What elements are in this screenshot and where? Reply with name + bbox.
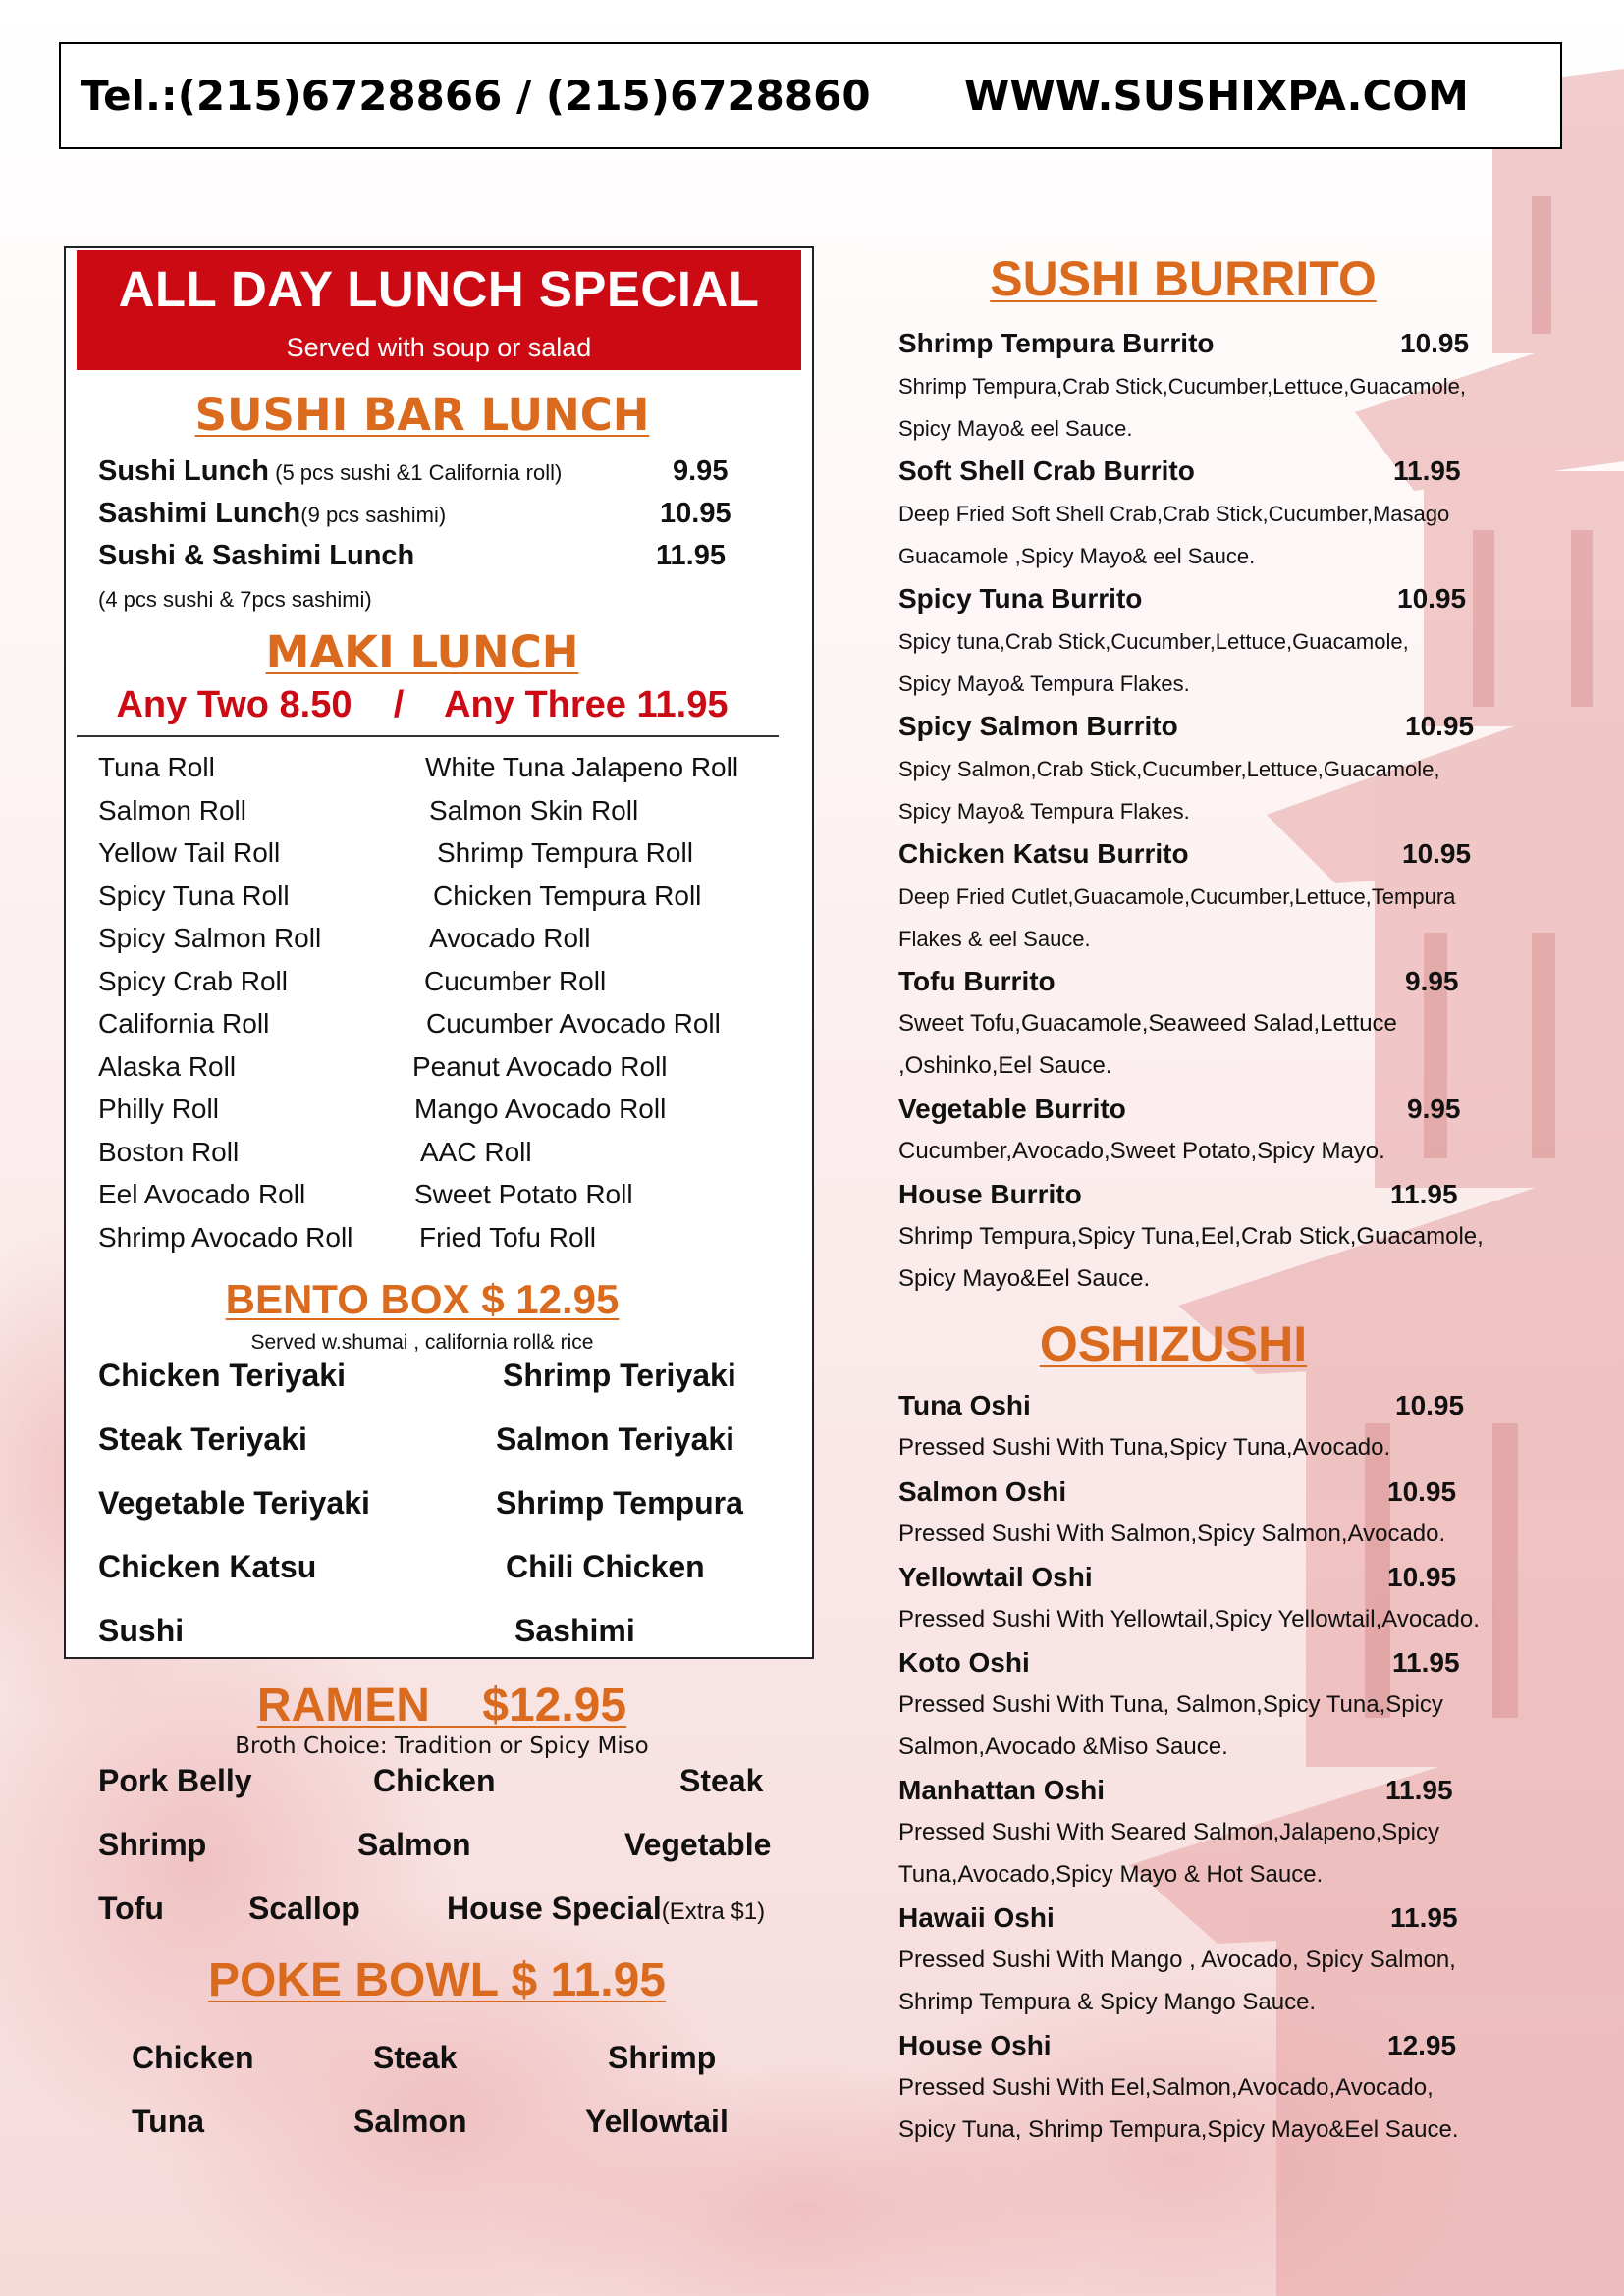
burrito-price: 9.95 xyxy=(1407,1094,1461,1124)
sashimi-lunch-item xyxy=(98,498,446,530)
roll-item: Shrimp Tempura Roll xyxy=(437,837,693,868)
roll-item: Boston Roll xyxy=(98,1136,240,1167)
ramen-item: Pork Belly xyxy=(98,1763,252,1798)
oshi-description: Pressed Sushi With Seared Salmon,Jalapeno,Spicy xyxy=(898,1819,1439,1845)
burrito-price: 11.95 xyxy=(1393,455,1461,486)
bento-item: Chicken Katsu xyxy=(98,1549,317,1584)
oshi-description: Pressed Sushi With Tuna, Salmon,Spicy Tuna,Spicy xyxy=(898,1691,1443,1718)
bento-box-subtitle: Served w.shumai , california roll& rice xyxy=(250,1331,594,1354)
item-name: Sashimi Lunch xyxy=(98,498,301,529)
oshi-price: 11.95 xyxy=(1390,1902,1458,1933)
sushi-sashimi-lunch-note: (4 pcs sushi & 7pcs sashimi) xyxy=(98,587,372,612)
bento-item: Chili Chicken xyxy=(506,1549,705,1584)
oshi-description: Spicy Tuna, Shrimp Tempura,Spicy Mayo&Eel Sauce. xyxy=(898,2116,1459,2143)
item-detail: (5 pcs sushi &1 California roll) xyxy=(269,460,563,485)
roll-item: California Roll xyxy=(98,1008,270,1039)
roll-item: Sweet Potato Roll xyxy=(414,1179,633,1209)
roll-item: Fried Tofu Roll xyxy=(419,1221,597,1253)
oshi-description: Pressed Sushi With Salmon,Spicy Salmon,Avocado. xyxy=(898,1521,1446,1547)
sushi-lunch-price: 9.95 xyxy=(673,455,729,487)
burrito-description: Cucumber,Avocado,Sweet Potato,Spicy Mayo. xyxy=(898,1138,1385,1164)
oshi-description: Pressed Sushi With Eel,Salmon,Avocado,Avocado, xyxy=(898,2074,1434,2101)
burrito-description: Spicy Mayo& Tempura Flakes. xyxy=(898,671,1190,696)
roll-item: Tuna Roll xyxy=(98,752,215,782)
maki-divider xyxy=(77,735,779,737)
poke-item: Salmon xyxy=(353,2104,467,2139)
burrito-description: Guacamole ,Spicy Mayo& eel Sauce. xyxy=(898,544,1256,568)
sushi-sashimi-lunch-price: 11.95 xyxy=(656,540,726,571)
burrito-name: Chicken Katsu Burrito xyxy=(898,838,1189,869)
roll-item: Yellow Tail Roll xyxy=(98,837,281,868)
phone-numbers: Tel.:(215)6728866 / (215)6728860 xyxy=(81,72,871,120)
burrito-description: ,Oshinko,Eel Sauce. xyxy=(898,1052,1112,1079)
burrito-name: Shrimp Tempura Burrito xyxy=(898,328,1215,358)
ramen-item: Tofu xyxy=(98,1891,164,1926)
oshi-price: 11.95 xyxy=(1392,1647,1460,1678)
oshi-price: 10.95 xyxy=(1387,1562,1457,1592)
oshi-name: Hawaii Oshi xyxy=(898,1902,1055,1933)
bento-item: Shrimp Teriyaki xyxy=(503,1358,736,1393)
poke-item: Tuna xyxy=(132,2104,205,2139)
item-name: Sushi Lunch xyxy=(98,455,269,487)
roll-item: Salmon Skin Roll xyxy=(429,794,639,826)
burrito-description: Spicy tuna,Crab Stick,Cucumber,Lettuce,Guacamole, xyxy=(898,629,1409,654)
sushi-lunch-item xyxy=(98,455,562,488)
bento-box-title: BENTO BOX $ 12.95 xyxy=(225,1276,620,1322)
roll-item: Spicy Crab Roll xyxy=(98,965,288,996)
oshi-description: Tuna,Avocado,Spicy Mayo & Hot Sauce. xyxy=(898,1861,1324,1888)
item-name: House Special xyxy=(447,1891,662,1926)
oshizushi-title: OSHIZUSHI xyxy=(1039,1316,1308,1371)
oshi-name: Yellowtail Oshi xyxy=(898,1562,1093,1592)
roll-item: White Tuna Jalapeno Roll xyxy=(425,752,739,782)
ramen-title: RAMEN $12.95 xyxy=(256,1680,627,1732)
oshi-description: Pressed Sushi With Yellowtail,Spicy Yellowtail,Avocado. xyxy=(898,1606,1480,1632)
maki-lunch-pricing: Any Two 8.50 / Any Three 11.95 xyxy=(116,684,729,725)
ramen-house-special xyxy=(447,1891,765,1927)
roll-item: Salmon Roll xyxy=(98,794,246,826)
bento-item: Salmon Teriyaki xyxy=(496,1421,735,1457)
ramen-item: Scallop xyxy=(248,1891,360,1926)
bento-item: Shrimp Tempura xyxy=(496,1485,743,1521)
roll-item: Avocado Roll xyxy=(429,923,591,953)
poke-bowl-title: POKE BOWL $ 11.95 xyxy=(208,1954,666,2006)
ramen-broth-choice: Broth Choice: Tradition or Spicy Miso xyxy=(235,1734,649,1759)
bento-item: Vegetable Teriyaki xyxy=(98,1485,370,1521)
oshi-name: Koto Oshi xyxy=(898,1647,1030,1678)
roll-item: Eel Avocado Roll xyxy=(98,1179,306,1209)
burrito-name: Spicy Tuna Burrito xyxy=(898,583,1143,614)
roll-item: Spicy Salmon Roll xyxy=(98,923,322,953)
burrito-name: House Burrito xyxy=(898,1179,1082,1209)
roll-item: AAC Roll xyxy=(420,1136,532,1167)
roll-item: Cucumber Avocado Roll xyxy=(426,1008,721,1039)
burrito-description: Spicy Mayo& Tempura Flakes. xyxy=(898,799,1190,824)
burrito-price: 10.95 xyxy=(1405,711,1475,741)
poke-item: Shrimp xyxy=(608,2040,717,2075)
roll-item: Chicken Tempura Roll xyxy=(433,880,702,911)
burrito-price: 10.95 xyxy=(1400,328,1470,358)
bento-item: Sushi xyxy=(98,1613,185,1648)
burrito-description: Spicy Mayo& eel Sauce. xyxy=(898,416,1133,441)
oshi-price: 12.95 xyxy=(1387,2030,1457,2060)
burrito-price: 10.95 xyxy=(1397,583,1467,614)
burrito-name: Soft Shell Crab Burrito xyxy=(898,455,1195,486)
maki-lunch-title: MAKI LUNCH xyxy=(265,626,579,678)
sushi-burrito-title: SUSHI BURRITO xyxy=(990,251,1377,306)
roll-item: Spicy Tuna Roll xyxy=(98,880,290,911)
burrito-description: Spicy Mayo&Eel Sauce. xyxy=(898,1265,1151,1292)
oshi-name: Manhattan Oshi xyxy=(898,1775,1106,1805)
website-url: WWW.SUSHIXPA.COM xyxy=(964,72,1469,120)
oshi-description: Pressed Sushi With Mango , Avocado, Spicy Salmon, xyxy=(898,1947,1456,1973)
bento-item: Chicken Teriyaki xyxy=(98,1358,346,1393)
lunch-special-title: ALL DAY LUNCH SPECIAL xyxy=(118,261,760,317)
burrito-name: Vegetable Burrito xyxy=(898,1094,1126,1124)
burrito-description: Spicy Salmon,Crab Stick,Cucumber,Lettuce,Guacamole, xyxy=(898,757,1440,781)
burrito-description: Deep Fried Soft Shell Crab,Crab Stick,Cucumber,Masago xyxy=(898,502,1450,526)
item-detail: (9 pcs sashimi) xyxy=(300,503,447,527)
burrito-description: Sweet Tofu,Guacamole,Seaweed Salad,Lettuce xyxy=(898,1010,1397,1037)
sashimi-lunch-price: 10.95 xyxy=(660,498,731,529)
oshi-name: Salmon Oshi xyxy=(898,1476,1067,1507)
ramen-item: Salmon xyxy=(357,1827,471,1862)
burrito-description: Shrimp Tempura,Spicy Tuna,Eel,Crab Stick,Guacamole, xyxy=(898,1223,1484,1250)
oshi-price: 10.95 xyxy=(1395,1390,1465,1420)
oshi-price: 11.95 xyxy=(1385,1775,1453,1805)
bento-item: Steak Teriyaki xyxy=(98,1421,307,1457)
bento-item: Sashimi xyxy=(514,1613,635,1648)
burrito-description: Flakes & eel Sauce. xyxy=(898,927,1091,951)
sushi-sashimi-lunch-item: Sushi & Sashimi Lunch xyxy=(98,540,415,571)
poke-item: Steak xyxy=(373,2040,458,2075)
sushi-bar-lunch-title: SUSHI BAR LUNCH xyxy=(194,389,650,441)
burrito-name: Tofu Burrito xyxy=(898,966,1056,996)
burrito-price: 10.95 xyxy=(1402,838,1472,869)
ramen-item: Vegetable xyxy=(624,1827,772,1862)
burrito-price: 9.95 xyxy=(1405,966,1459,996)
roll-item: Alaska Roll xyxy=(98,1050,237,1082)
roll-item: Philly Roll xyxy=(98,1094,219,1124)
lunch-special-banner xyxy=(77,250,801,370)
oshi-price: 10.95 xyxy=(1387,1476,1457,1507)
roll-item: Shrimp Avocado Roll xyxy=(98,1221,353,1253)
oshi-description: Pressed Sushi With Tuna,Spicy Tuna,Avocado. xyxy=(898,1434,1391,1461)
burrito-description: Deep Fried Cutlet,Guacamole,Cucumber,Lettuce,Tempura xyxy=(898,884,1456,909)
roll-item: Peanut Avocado Roll xyxy=(412,1050,668,1082)
oshi-description: Shrimp Tempura & Spicy Mango Sauce. xyxy=(898,1989,1317,2015)
burrito-description: Shrimp Tempura,Crab Stick,Cucumber,Lettuce,Guacamole, xyxy=(898,374,1466,399)
maki-left-roll-list xyxy=(98,752,412,1264)
roll-item: Mango Avocado Roll xyxy=(414,1094,667,1124)
burrito-price: 11.95 xyxy=(1390,1179,1458,1209)
roll-item: Cucumber Roll xyxy=(424,965,607,996)
poke-item: Yellowtail xyxy=(585,2104,729,2139)
oshi-description: Salmon,Avocado &Miso Sauce. xyxy=(898,1734,1228,1760)
burrito-name: Spicy Salmon Burrito xyxy=(898,711,1178,741)
ramen-item: Steak xyxy=(679,1763,764,1798)
header-contact-bar xyxy=(59,42,1562,149)
extra-charge: (Extra $1) xyxy=(661,1898,766,1925)
oshi-name: House Oshi xyxy=(898,2030,1052,2060)
ramen-item: Shrimp xyxy=(98,1827,207,1862)
ramen-item: Chicken xyxy=(373,1763,496,1798)
oshi-name: Tuna Oshi xyxy=(898,1390,1031,1420)
lunch-special-subtitle: Served with soup or salad xyxy=(286,333,592,362)
poke-item: Chicken xyxy=(132,2040,254,2075)
